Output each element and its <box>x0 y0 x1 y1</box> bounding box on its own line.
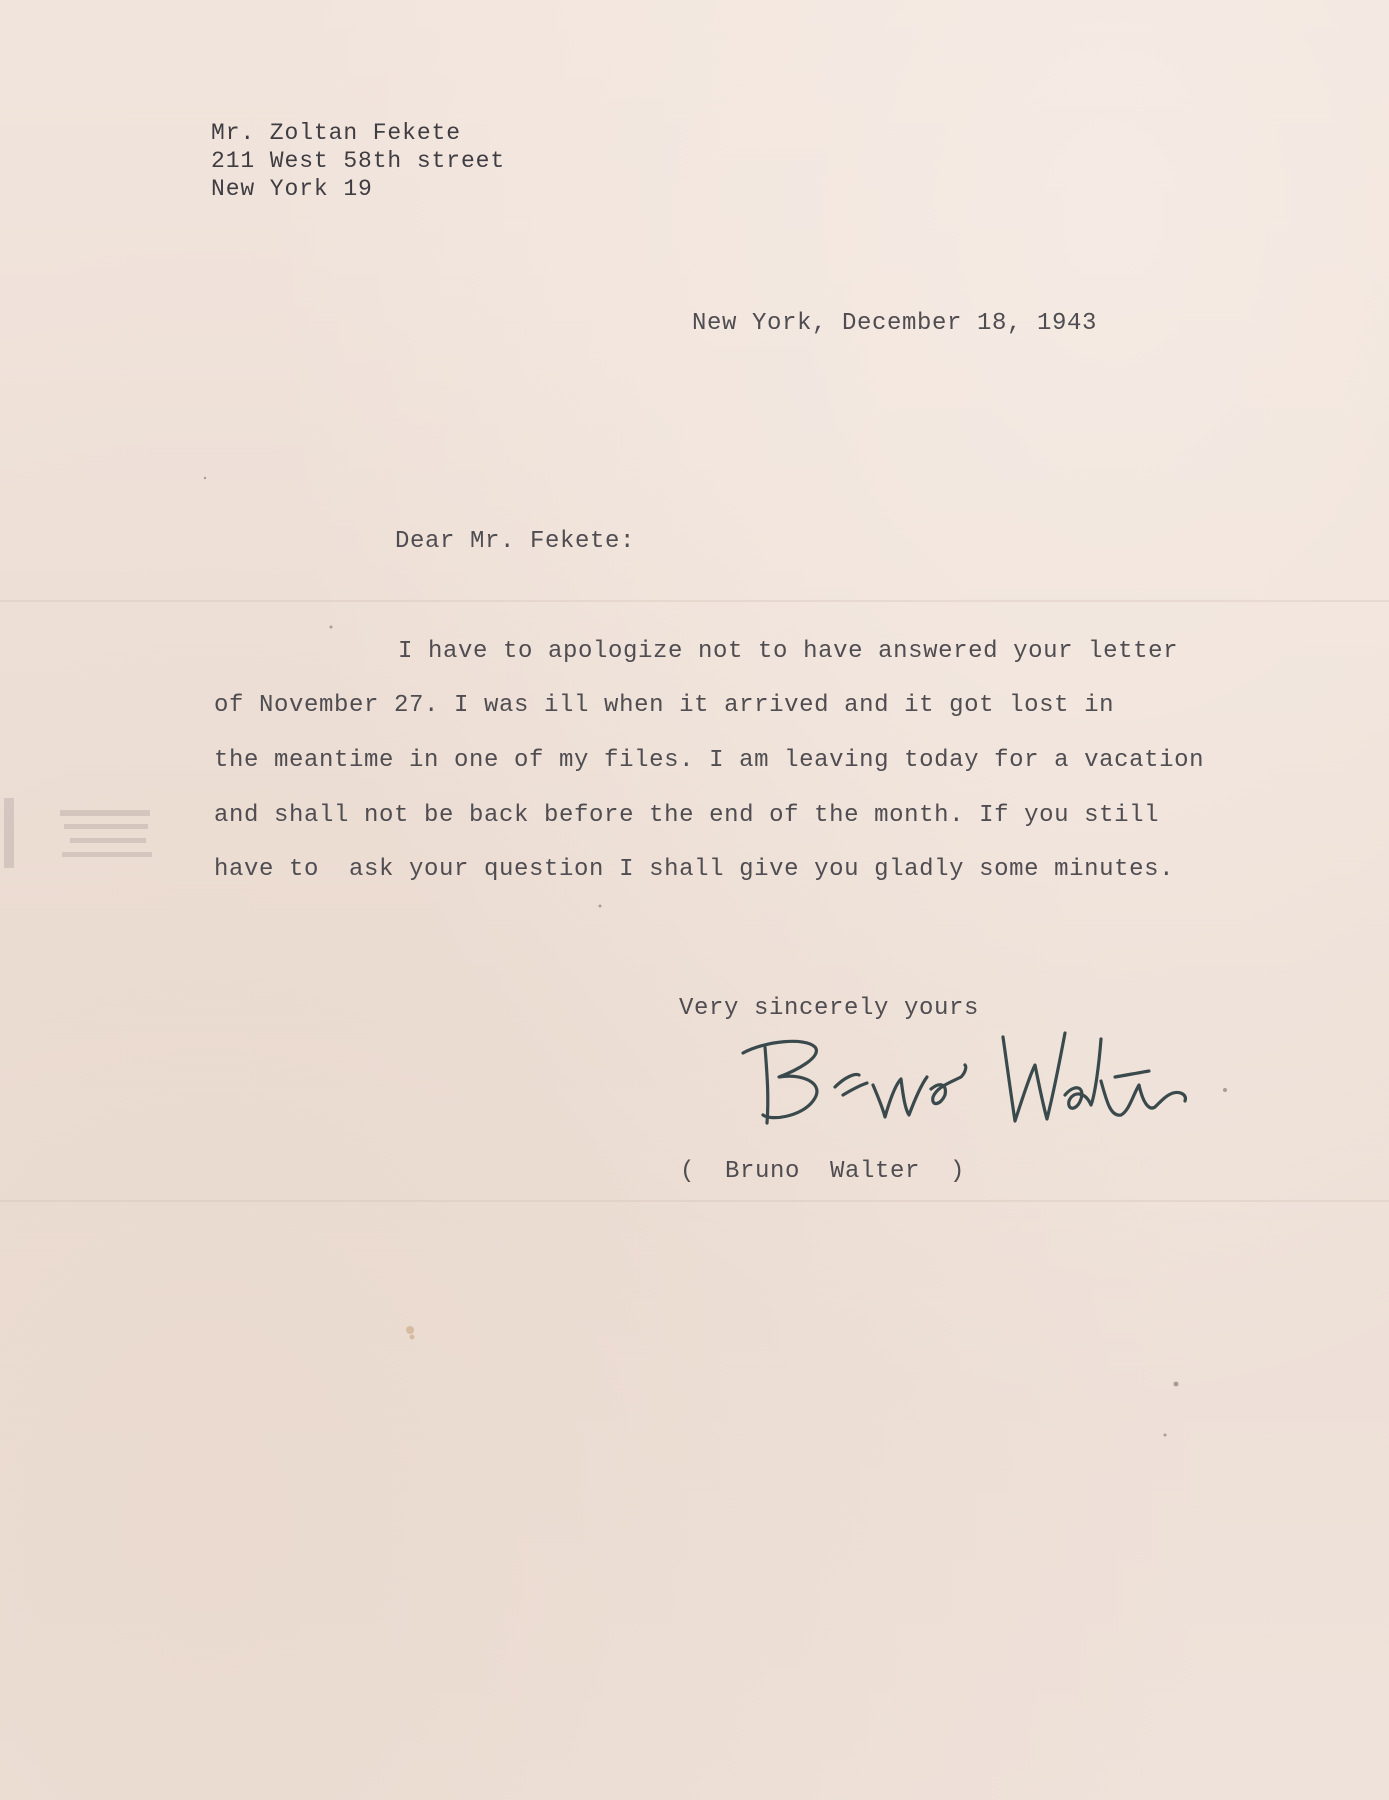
salutation: Dear Mr. Fekete: <box>395 528 636 555</box>
paper-fold-line <box>0 600 1389 602</box>
recipient-city: New York 19 <box>211 176 373 202</box>
closing: Very sincerely yours <box>679 995 980 1022</box>
letter-date: New York, December 18, 1943 <box>692 310 1098 337</box>
body-line: and shall not be back before the end of the month. If you still <box>214 802 1160 829</box>
body-line: have to ask your question I shall give you gladly some minutes. <box>214 856 1175 883</box>
paper-smudge <box>0 790 180 890</box>
body-line: the meantime in one of my files. I am leaving today for a vacation <box>214 747 1205 774</box>
recipient-name: Mr. Zoltan Fekete <box>211 120 461 146</box>
body-line: I have to apologize not to have answered your letter <box>398 638 1179 665</box>
body-line: of November 27. I was ill when it arrived and it got lost in <box>214 692 1115 719</box>
recipient-street: 211 West 58th street <box>211 148 506 174</box>
typed-signature-name: ( Bruno Walter ) <box>680 1158 966 1185</box>
paper-fold-line <box>0 1200 1389 1202</box>
handwritten-signature <box>735 1025 1195 1165</box>
